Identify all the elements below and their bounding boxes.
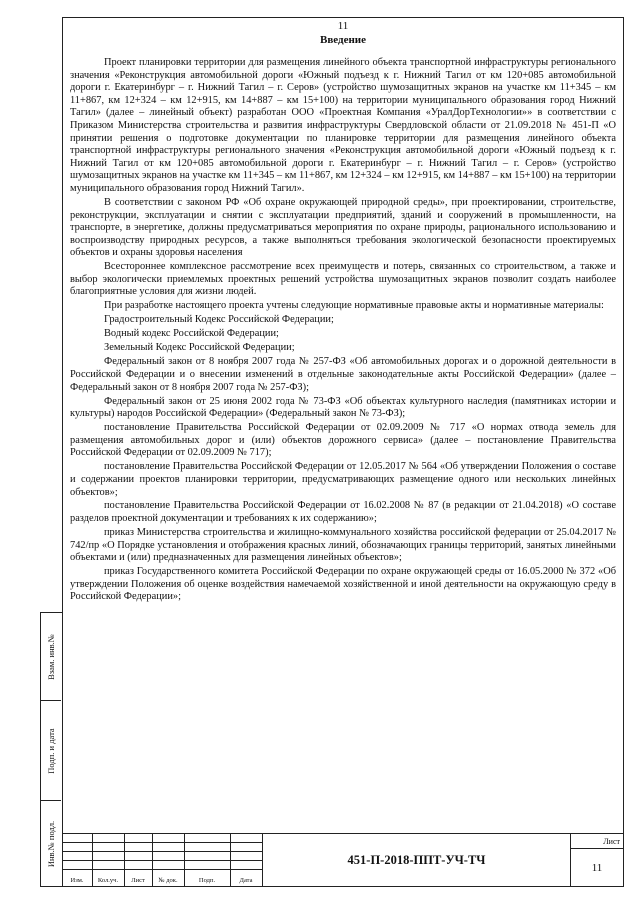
sheet-label: Лист: [571, 834, 623, 849]
stamp-header: Изм.: [70, 877, 84, 884]
paragraph: приказ Государственного комитета Российской Федерации по охране окружающей среды от 16.05.2000 № 372 «Об утверждении Положения об оценке воздействия намечаемой хозяйственной и иной деятельности на окружающую среду в Российской Федерации»;: [70, 566, 616, 603]
section-heading: Введение: [319, 34, 367, 46]
paragraph: Земельный Кодекс Российской Федерации;: [104, 342, 295, 354]
stamp-header: № док.: [158, 877, 178, 884]
page-number: 11: [337, 20, 349, 32]
paragraph: постановление Правительства Российской Федерации от 12.05.2017 № 564 «Об утверждении Положения о составе и содержании проектов планировки территории, предусматривающих размещение одного или нескольких линейных объектов»;: [70, 461, 616, 498]
side-label: Инв.№ подл.: [46, 820, 56, 867]
paragraph: постановление Правительства Российской Федерации от 02.09.2009 № 717 «О нормах отвода земель для размещения автомобильных дорог и (или) объектов дорожного сервиса» (далее – постановление Правительства Российской Федерации от 02.09.2009 № 717);: [70, 422, 616, 459]
stamp-header: Подп.: [198, 877, 216, 884]
replacement-inventory-cell: [41, 613, 61, 701]
revision-grid: [62, 834, 262, 887]
title-block: [62, 833, 624, 887]
paragraph: Федеральный закон от 25 июня 2002 года № 73-ФЗ «Об объектах культурного наследия (памятниках истории и культуры) народов Российской Федерации» (Федеральный закон № 73-ФЗ);: [70, 395, 616, 420]
binding-strip: [40, 612, 62, 887]
original-inventory-cell: [41, 801, 61, 886]
paragraph: Проект планировки территории для размещения линейного объекта транспортной инфраструктуры регионального значения «Реконструкция автомобильной дороги «Южный подъезд к г. Нижний Тагил от км 120+085 автомобильной дороги г. Екатеринбург – г. Нижний Тагил – г. Серов» (устройство шумозащитных экранов на участке км 11+345 – км 11+867, км 12+324 – км 12+915, км 14+887 – км 15+100) на территории муниципального образования город Нижний Тагил» (далее – линейный объект) разработан ООО «Проектная Компания «УралДорТехнологии»» в соответствии с Приказом Министерства строительства и развития инфраструктуры Свердловской области от 21.09.2018 № 451-П «О принятии решения о подготовке документации по планировке территории для размещения линейного объекта транспортной инфраструктуры регионального значения «Реконструкция автомобильной дороги «Южный подъезд к г. Нижний Тагил от км 120+085 автомобильной дороги г. Екатеринбург – г. Нижний Тагил – г. Серов» (устройство шумозащитных экранов на участке км 11+345 – км 11+867, км 12+324 – км 12+915, км 14+887 – км 15+100) на территории муниципального образования город Нижний Тагил».: [70, 57, 616, 194]
document-code: 451-П-2018-ППТ-УЧ-ТЧ: [262, 834, 570, 887]
stamp-header: Кол.уч.: [97, 877, 119, 884]
paragraph: Федеральный закон от 8 ноября 2007 года № 257-ФЗ «Об автомобильных дорогах и о дорожной деятельности в Российской Федерации и о внесении изменений в отдельные законодательные акты Российской Федерации» (далее – Федеральный закон от 8 ноября 2007 года № 257-ФЗ);: [70, 356, 616, 393]
paragraph: приказ Министерства строительства и жилищно-коммунального хозяйства российской федерации от 25.04.2017 № 742/пр «О Порядке установления и отображения красных линий, обозначающих границы территорий, занятых линейными объектами и (или) предназначенных для размещения линейных объектов»;: [70, 527, 616, 564]
paragraph: Всестороннее комплексное рассмотрение всех преимуществ и потерь, связанных со строительством, а также и выбор экологически приемлемых проектных решений устройства шумозащитных экранов позволит создать наиболее благоприятные условия для жизни людей.: [70, 261, 616, 298]
side-label: Взам. инв.№: [46, 633, 56, 680]
side-label: Подп. и дата: [46, 727, 56, 774]
paragraph: Водный кодекс Российской Федерации;: [104, 328, 279, 340]
sheet-box: [570, 834, 624, 887]
paragraph: постановление Правительства Российской Федерации от 16.02.2008 № 87 (в редакции от 21.04.2018) «О составе разделов проектной документации и требованиях к их содержанию»;: [70, 500, 616, 525]
stamp-header: Лист: [131, 877, 145, 884]
paragraph: В соответствии с законом РФ «Об охране окружающей природной среды», при проектировании, строительстве, реконструкции, эксплуатации и снятии с эксплуатации предприятий, зданий и сооружений в промышленности, на транспорте, в энергетике, должны предусматриваться мероприятия по охране природы, рационального использованию и воспроизводству природных ресурсов, а также выполняться требования экологической безопасности проектируемых объектов и охраны здоровья населения: [70, 196, 616, 259]
paragraph: При разработке настоящего проекта учтены следующие нормативные правовые акты и нормативные материалы:: [104, 300, 604, 312]
signature-date-cell: [41, 701, 61, 801]
paragraph: Градостроительный Кодекс Российской Федерации;: [104, 314, 334, 326]
sheet-number: 11: [591, 862, 603, 874]
stamp-header: Дата: [239, 877, 253, 884]
document-body: [70, 57, 616, 605]
